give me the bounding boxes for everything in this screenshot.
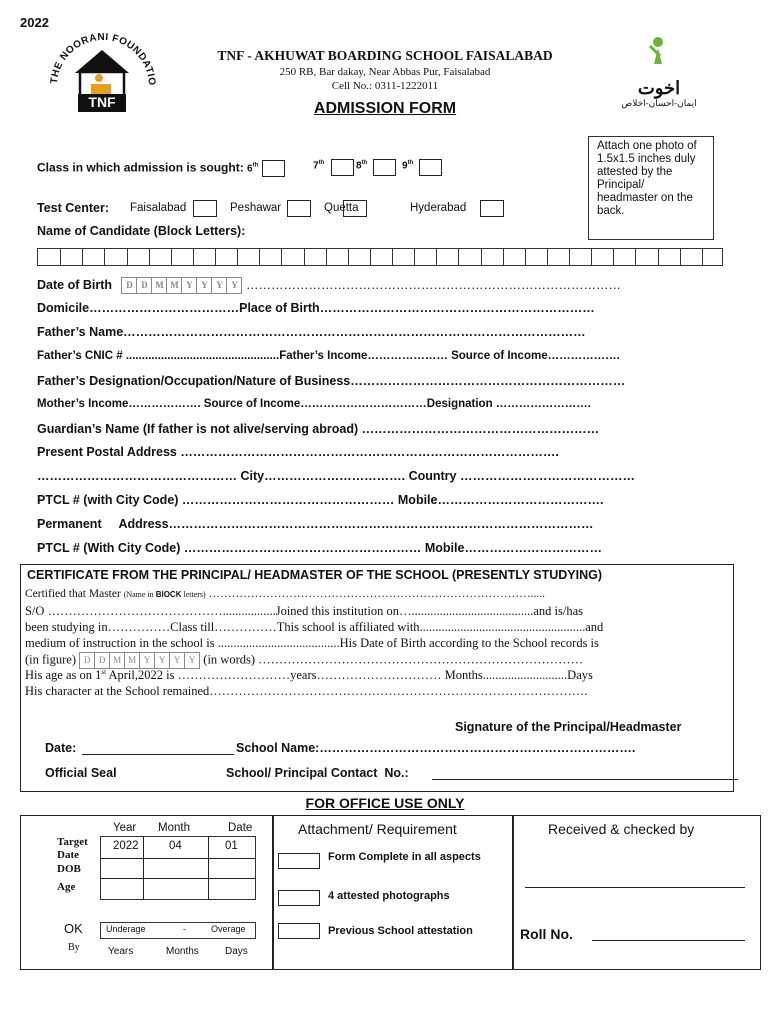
affiliated: This school is affiliated with <box>276 620 420 634</box>
letter-cell-divider <box>591 249 592 265</box>
letter-cell-divider <box>348 249 349 265</box>
cert-dob-cell: M <box>124 652 139 669</box>
days-unit: Days <box>225 946 248 957</box>
center-hyderabad-label: Hyderabad <box>410 202 467 214</box>
letter-cell-divider <box>547 249 548 265</box>
character-label: His character at the School remained <box>25 684 210 698</box>
father-name-label: Father’s Name <box>37 325 124 339</box>
age-post: April,2022 is <box>106 668 175 683</box>
official-seal-label: Official Seal <box>45 766 117 780</box>
roll-no-label: Roll No. <box>520 926 573 942</box>
guardian-row[interactable]: Guardian’s Name (If father is not alive/serving abroad) ………………………………………………… <box>37 422 600 436</box>
form-title: ADMISSION FORM <box>313 100 457 117</box>
domicile-row[interactable]: Domicile………………………………Place of Birth………………………………………………………… <box>37 301 595 315</box>
age-office-label: Age <box>57 881 76 893</box>
letter-cell-divider <box>237 249 238 265</box>
certified-that: Certified that Master <box>25 588 121 600</box>
cert-line-4[interactable]: medium of instruction in the school is .......................................His Date of Birth according to the School records is <box>25 636 599 650</box>
letter-cell-divider <box>481 249 482 265</box>
letter-cell-divider <box>458 249 459 265</box>
candidate-name-letter-grid[interactable] <box>37 248 723 266</box>
akhuwat-urdu-name: اخوت <box>637 78 681 98</box>
ok-label: OK <box>64 921 83 936</box>
cert-line-7[interactable]: His character at the School remained………………………………………………………………………………. <box>25 684 588 698</box>
ptcl2-row[interactable]: PTCL # (With City Code) ………………………………………………… Mobile…………………………… <box>37 541 602 555</box>
cert-dob-cells[interactable] <box>79 652 200 669</box>
photo-box <box>588 136 714 240</box>
letter-cell-divider <box>414 249 415 265</box>
mother-designation-label: Designation <box>426 398 493 410</box>
class-6-checkbox[interactable] <box>262 160 285 177</box>
dob-cell: M <box>166 277 181 294</box>
father-cnic-row[interactable]: Father’s CNIC # ................................................Father’s Income………………… Source of Income………………. <box>37 350 620 362</box>
school-name: TNF - AKHUWAT BOARDING SCHOOL FAISALABAD <box>217 48 553 63</box>
center-faisalabad-label: Faisalabad <box>130 202 187 214</box>
class-row <box>37 160 285 177</box>
name-hint-bold: BlOCK <box>155 590 182 599</box>
cert-line-2[interactable]: S/O …………………………………….................Joined this institution on….......................................and is/has <box>25 604 584 618</box>
col-year: Year <box>113 822 137 834</box>
cert-dob-cell: D <box>79 652 94 669</box>
dob-cells[interactable] <box>121 277 242 294</box>
letter-cell-divider <box>569 249 570 265</box>
age-table-vline-1 <box>143 836 144 900</box>
class-7-sup: th <box>318 160 325 166</box>
years-unit: Years <box>108 946 134 957</box>
cert-dob-cell: D <box>94 652 109 669</box>
akhuwat-urdu-motto: ایمان-احسان-اخلاص <box>621 98 697 108</box>
class-7-label: 7 <box>313 160 319 172</box>
col-date: Date <box>228 822 253 834</box>
father-cnic-label: Father’s CNIC # <box>37 350 123 362</box>
class-9 <box>402 160 413 171</box>
dob-record-label: His Date of Birth according to the School records is <box>339 636 599 650</box>
form-complete-checkbox[interactable] <box>278 853 320 869</box>
letter-cell-divider <box>193 249 194 265</box>
cert-line-1[interactable]: Certified that Master (Name in BlOCK letters) …………………………………………………………………………..... <box>25 588 545 600</box>
akhuwat-logo-graphic <box>614 34 704 84</box>
mobile-label: Mobile <box>397 493 438 507</box>
permanent-address-label: Permanent Address <box>37 517 169 531</box>
school-attestation-label: Previous School attestation <box>328 925 473 937</box>
letter-cell-divider <box>525 249 526 265</box>
days-label: Days <box>567 668 593 683</box>
age-table-vline-2 <box>208 836 209 900</box>
akhuwat-logo <box>614 34 704 114</box>
mother-source-income-label: Source of Income <box>203 398 301 410</box>
source-income-label: Source of Income <box>451 350 548 362</box>
test-center-label: Test Center: <box>37 201 110 215</box>
letter-cell-divider <box>635 249 636 265</box>
overage-label: Overage <box>211 924 246 934</box>
ptcl-label: PTCL # (with City Code) <box>37 493 179 507</box>
photo-box-text: Attach one photo of 1.5x1.5 inches duly attested by the Principal/ headmaster on the back. <box>597 140 697 217</box>
months-unit: Months <box>166 946 199 957</box>
contact-line[interactable] <box>432 779 738 780</box>
cert-dob-cell: M <box>109 652 124 669</box>
certificate-title: CERTIFICATE FROM THE PRINCIPAL/ HEADMASTER OF THE SCHOOL (PRESENTLY STUDYING) <box>27 568 603 582</box>
letter-cell-divider <box>613 249 614 265</box>
logo-badge-text: TNF <box>88 94 116 110</box>
by-label: By <box>68 942 80 953</box>
letter-cell-divider <box>658 249 659 265</box>
letter-cell-divider <box>326 249 327 265</box>
name-hint-post: letters) <box>181 590 206 599</box>
letter-cell-divider <box>127 249 128 265</box>
name-hint-pre: (Name in <box>123 590 156 599</box>
dob-cell: D <box>136 277 151 294</box>
country-label: Country <box>408 469 457 483</box>
and-label: and <box>585 620 604 634</box>
mobile2-label: Mobile <box>424 541 465 555</box>
letter-cell-divider <box>82 249 83 265</box>
class-8-label: 8 <box>356 160 362 172</box>
place-of-birth-label: Place of Birth <box>239 301 320 315</box>
center-peshawar-checkbox[interactable] <box>287 200 311 217</box>
target-date-label: Target Date <box>57 836 88 861</box>
cert-school-name-label: School Name: <box>236 741 320 755</box>
principal-signature-label: Signature of the Principal/Headmaster <box>455 720 682 734</box>
months-label: Months <box>444 668 483 683</box>
been-studying: been studying in <box>25 620 108 634</box>
cert-line-6[interactable]: His age as on 1st April,2022 is ………………………years………………………… Months...........................Days <box>25 668 593 683</box>
cert-dob-cell: Y <box>169 652 184 669</box>
dob-cell: Y <box>226 277 242 294</box>
attachment-title: Attachment/ Requirement <box>298 821 457 837</box>
center-faisalabad-checkbox[interactable] <box>193 200 217 217</box>
class-7 <box>313 160 324 171</box>
letter-cell-divider <box>680 249 681 265</box>
letter-cell-divider <box>370 249 371 265</box>
cert-date-line[interactable] <box>82 754 234 755</box>
dob-cell: M <box>151 277 166 294</box>
roll-no-line[interactable] <box>592 940 745 941</box>
letter-cell-divider <box>104 249 105 265</box>
father-designation-label: Father’s Designation/Occupation/Nature of Business <box>37 374 351 388</box>
cert-dob-cell: Y <box>139 652 154 669</box>
school-cell: Cell No.: 0311-1222011 <box>331 80 439 92</box>
class-9-checkbox[interactable] <box>419 159 442 176</box>
candidate-name-label: Name of Candidate (Block Letters): <box>37 224 246 238</box>
guardian-label: Guardian’s Name (If father is not alive/serving abroad) <box>37 422 359 436</box>
class-7-checkbox[interactable] <box>331 159 354 176</box>
dob-office-label: DOB <box>57 863 81 875</box>
dash-label: - <box>183 924 186 934</box>
underage-label: Underage <box>106 924 146 934</box>
letter-cell-divider <box>215 249 216 265</box>
letter-cell-divider <box>436 249 437 265</box>
letter-cell-divider <box>171 249 172 265</box>
form-complete-label: Form Complete in all aspects <box>328 851 481 863</box>
joined-label: Joined this institution on <box>275 604 399 618</box>
target-day: 01 <box>225 840 238 852</box>
age-pre: His age as on 1 <box>25 668 102 683</box>
dob-cell: Y <box>196 277 211 294</box>
class-6-sup: th <box>252 162 259 169</box>
and-is-has: and is/has <box>533 604 584 618</box>
mother-income-label: Mother’s Income <box>37 398 129 410</box>
name-hint <box>124 590 206 599</box>
age-label <box>25 668 174 682</box>
class-6-label: 6 <box>247 163 253 175</box>
col-month: Month <box>158 822 190 834</box>
dob-label: Date of Birth <box>37 277 112 292</box>
father-designation-row[interactable]: Father’s Designation/Occupation/Nature of Business………………………………………………………… <box>37 374 626 388</box>
in-figure-label: (in figure) <box>25 652 77 667</box>
received-signature-line[interactable] <box>525 887 745 888</box>
father-name-row[interactable]: Father’s Name………………………………………………………………………………………………… <box>37 325 586 339</box>
age-table-hline-1 <box>100 858 256 859</box>
class-9-label: 9 <box>402 160 408 172</box>
dob-cell: Y <box>181 277 196 294</box>
letter-cell-divider <box>149 249 150 265</box>
center-quetta-label: Quetta <box>324 202 359 214</box>
letter-cell-divider <box>503 249 504 265</box>
logo-arc-text: THE NOORANI FOUNDATIO <box>48 31 157 87</box>
present-address-label: Present Postal Address <box>37 445 177 459</box>
target-year: 2022 <box>113 840 139 852</box>
cert-date-label: Date: <box>45 741 77 755</box>
permanent-address-row[interactable]: Permanent Address………………………………………………………………………………………… <box>37 517 594 531</box>
office-use-title: FOR OFFICE USE ONLY <box>305 795 465 811</box>
age-table-hline-2 <box>100 878 256 879</box>
contact-label: School/ Principal Contact No.: <box>226 766 409 780</box>
city-country-row[interactable]: ………………………………………… City……………………………. Country …………………………………… <box>37 469 635 483</box>
class-8-checkbox[interactable] <box>373 159 396 176</box>
received-title: Received & checked by <box>548 821 695 837</box>
cert-dob-cell: Y <box>184 652 200 669</box>
form-year: 2022 <box>20 15 49 30</box>
years-label: years <box>290 668 317 683</box>
in-words-label: (in words) <box>203 652 256 667</box>
photographs-checkbox[interactable] <box>278 890 320 906</box>
mother-income-row[interactable]: Mother’s Income………………. Source of Income……………………………Designation ……………………. <box>37 398 591 410</box>
dob-cell: D <box>121 277 136 294</box>
center-quetta-checkbox[interactable] <box>343 200 367 217</box>
father-income-label: Father’s Income <box>279 350 368 362</box>
photographs-label: 4 attested photographs <box>328 890 450 902</box>
class-8 <box>356 160 367 171</box>
school-address: 250 RB, Bar dakay, Near Abbas Pur, Faisalabad <box>279 66 491 78</box>
ptcl-row[interactable]: PTCL # (with City Code) …………………………………………… Mobile…………………………………. <box>37 493 604 507</box>
class-8-sup: th <box>361 160 368 166</box>
office-divider-2 <box>512 815 514 970</box>
target-month: 04 <box>169 840 182 852</box>
class-till: Class till <box>170 620 215 634</box>
so-label: S/O <box>25 604 45 618</box>
dob-row: Date of Birth D D M M Y Y Y Y ……………………………………………………………………………… <box>37 277 621 294</box>
present-address-row[interactable]: Present Postal Address ………………………………………………………………………………. <box>37 445 559 459</box>
center-peshawar-label: Peshawar <box>230 202 282 214</box>
letter-cell-divider <box>60 249 61 265</box>
age-sup: st <box>101 668 107 676</box>
cert-line-3[interactable]: been studying in……………Class till……………This school is affiliated with.....................................................and <box>25 620 604 634</box>
cert-line-5[interactable]: (in figure) D D M M Y Y Y Y (in words) …………………………………………………………………… <box>25 652 583 669</box>
letter-cell-divider <box>259 249 260 265</box>
medium-label: medium of instruction in the school is <box>25 636 215 650</box>
letter-cell-divider <box>392 249 393 265</box>
domicile-label: Domicile <box>37 301 90 315</box>
ptcl2-label: PTCL # (With City Code) <box>37 541 181 555</box>
letter-cell-divider <box>702 249 703 265</box>
city-label: City <box>240 469 265 483</box>
office-divider-1 <box>272 815 274 970</box>
school-attestation-checkbox[interactable] <box>278 923 320 939</box>
cert-school-name-row[interactable]: School Name:…………………………………………………………………. <box>236 741 636 755</box>
letter-cell-divider <box>281 249 282 265</box>
dob-cell: Y <box>211 277 226 294</box>
letter-cell-divider <box>304 249 305 265</box>
cert-dob-cell: Y <box>154 652 169 669</box>
class-label: Class in which admission is sought: <box>37 160 244 175</box>
class-9-sup: th <box>407 160 414 166</box>
center-hyderabad-checkbox[interactable] <box>480 200 504 217</box>
